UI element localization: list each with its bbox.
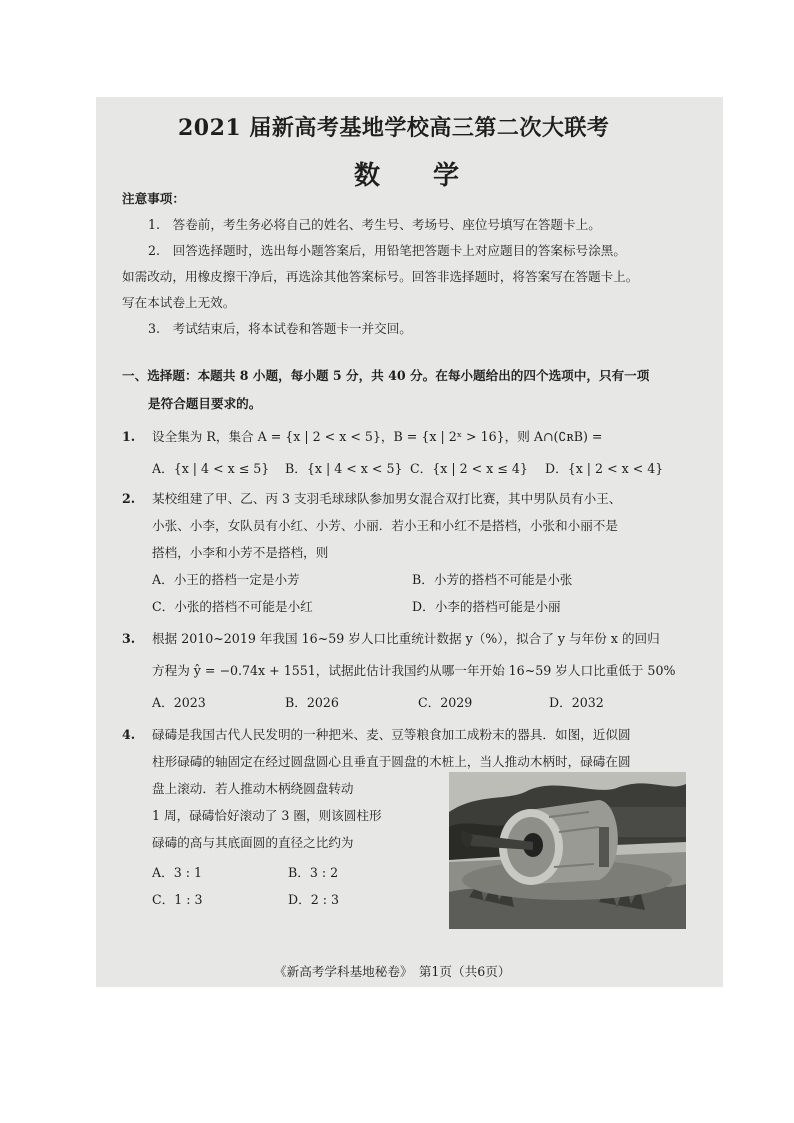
exam-title: 2021 届新高考基地学校高三第二次大联考 <box>178 115 610 141</box>
stone-roller-illustration <box>449 772 686 929</box>
q1-stem: 设全集为 R，集合 A = {x | 2 < x < 5}，B = {x | 2ˣ > 16}，则 A∩(∁ʀB) = <box>152 429 603 444</box>
q2-line3: 搭档，小李和小芳不是搭档，则 <box>152 545 329 560</box>
q2-line2: 小张、小李，女队员有小红、小芳、小丽．若小王和小红不是搭档，小张和小丽不是 <box>152 518 618 533</box>
q2-option-a: A．小王的搭档一定是小芳 <box>152 572 300 587</box>
q4-option-a: A．3 : 1 <box>152 865 202 880</box>
subject-title: 数 学 <box>354 161 482 191</box>
section1-line1: 一、选择题：本题共 8 小题，每小题 5 分，共 40 分。在每小题给出的四个选项中，只有一项 <box>122 368 650 383</box>
q2-option-d: D．小李的搭档可能是小丽 <box>412 599 561 614</box>
q1-option-b: B．{x | 4 < x < 5} <box>285 461 403 476</box>
q3-line1: 根据 2010~2019 年我国 16~59 岁人口比重统计数据 y（%），拟合了 y 与年份 x 的回归 <box>152 631 660 646</box>
exam-sheet <box>96 97 723 987</box>
q3-option-d: D．2032 <box>549 695 604 710</box>
q1-option-a: A．{x | 4 < x ≤ 5} <box>152 461 270 476</box>
note-item-2-line1: 2. 回答选择题时，选出每小题答案后，用铅笔把答题卡上对应题目的答案标号涂黑。 <box>148 243 626 258</box>
note-item-2-line3: 写在本试卷上无效。 <box>122 295 236 310</box>
section1-line2: 是符合题目要求的。 <box>148 396 262 411</box>
q2-number: 2. <box>122 491 136 506</box>
q4-option-b: B．3 : 2 <box>288 865 339 880</box>
stone-roller-photo <box>449 772 686 929</box>
q2-option-b: B．小芳的搭档不可能是小张 <box>412 572 573 587</box>
q3-number: 3. <box>122 631 136 646</box>
q3-option-a: A．2023 <box>152 695 206 710</box>
note-item-2-line2: 如需改动，用橡皮擦干净后，再选涂其他答案标号。回答非选择题时，将答案写在答题卡上。 <box>122 269 639 284</box>
q4-line4: 1 周，碌碡恰好滚动了 3 圈，则该圆柱形 <box>152 808 382 823</box>
q3-option-c: C．2029 <box>418 695 473 710</box>
q2-option-c: C．小张的搭档不可能是小红 <box>152 599 313 614</box>
note-item-1: 1. 答卷前，考生务必将自己的姓名、考生号、考场号、座位号填写在答题卡上。 <box>148 217 601 232</box>
q4-line2: 柱形碌碡的轴固定在经过圆盘圆心且垂直于圆盘的木桩上，当人推动木柄时，碌碡在圆 <box>152 754 631 769</box>
q4-line3: 盘上滚动．若人推动木柄绕圆盘转动 <box>152 781 354 796</box>
page-footer: 《新高考学科基地秘卷》 第1页（共6页） <box>274 964 511 979</box>
q3-line2: 方程为 ŷ = −0.74x + 1551，试据此估计我国约从哪一年开始 16~59 岁人口比重低于 50% <box>152 663 676 678</box>
q1-option-d: D．{x | 2 < x < 4} <box>545 461 664 476</box>
q1-number: 1. <box>122 429 136 444</box>
q4-line1: 碌碡是我国古代人民发明的一种把米、麦、豆等粮食加工成粉末的器具．如图，近似圆 <box>152 727 631 742</box>
note-item-3: 3. 考试结束后，将本试卷和答题卡一并交回。 <box>148 321 412 336</box>
q1-option-c: C．{x | 2 < x ≤ 4} <box>410 461 528 476</box>
notes-heading: 注意事项： <box>122 191 185 206</box>
q4-number: 4. <box>122 727 136 742</box>
q4-line5: 碌碡的高与其底面圆的直径之比约为 <box>152 835 354 850</box>
q4-option-d: D．2 : 3 <box>288 892 339 907</box>
q3-option-b: B．2026 <box>285 695 339 710</box>
q2-line1: 某校组建了甲、乙、丙 3 支羽毛球球队参加男女混合双打比赛，其中男队员有小王、 <box>152 491 622 506</box>
q4-option-c: C．1 : 3 <box>152 892 203 907</box>
